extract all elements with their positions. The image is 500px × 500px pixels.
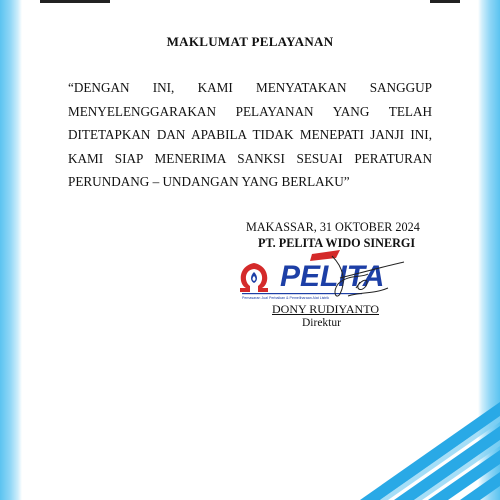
document-title: MAKLUMAT PELAYANAN — [166, 34, 334, 49]
place-date: MAKASSAR, 31 OKTOBER 2024 — [246, 220, 420, 234]
logo-wordmark: PELITA — [280, 260, 385, 293]
statement-line: “DENGAN INI, KAMI MENYATAKAN SANGGUP — [68, 80, 432, 95]
statement-line: PERUNDANG – UNDANGAN YANG BERLAKU” — [68, 174, 350, 190]
logo-tagline: Pemasaran Jual Perbaikan & Pemeliharaan Alat Listrik — [242, 296, 330, 300]
top-edge-marks — [40, 0, 460, 3]
top-mark-left — [40, 0, 110, 3]
signer-position: Direktur — [302, 317, 341, 329]
statement-line: MENYELENGGARAKAN PELAYANAN YANG TELAH — [68, 103, 432, 119]
decorative-corner-stripes — [0, 370, 500, 500]
statement-line: DITETAPKAN DAN APABILA TIDAK MENEPATI JANJI INI, — [68, 127, 432, 143]
pelita-logo — [236, 248, 406, 308]
top-mark-right — [430, 0, 460, 3]
company-name: PT. PELITA WIDO SINERGI — [258, 236, 416, 250]
statement-line: KAMI SIAP MENERIMA SANKSI SESUAI PERATURAN — [68, 150, 432, 166]
company-logo-with-signature — [236, 248, 406, 308]
signer-name: DONY RUDIYANTO — [272, 302, 379, 316]
omega-emblem-icon — [240, 263, 268, 292]
statement-text — [68, 76, 432, 194]
